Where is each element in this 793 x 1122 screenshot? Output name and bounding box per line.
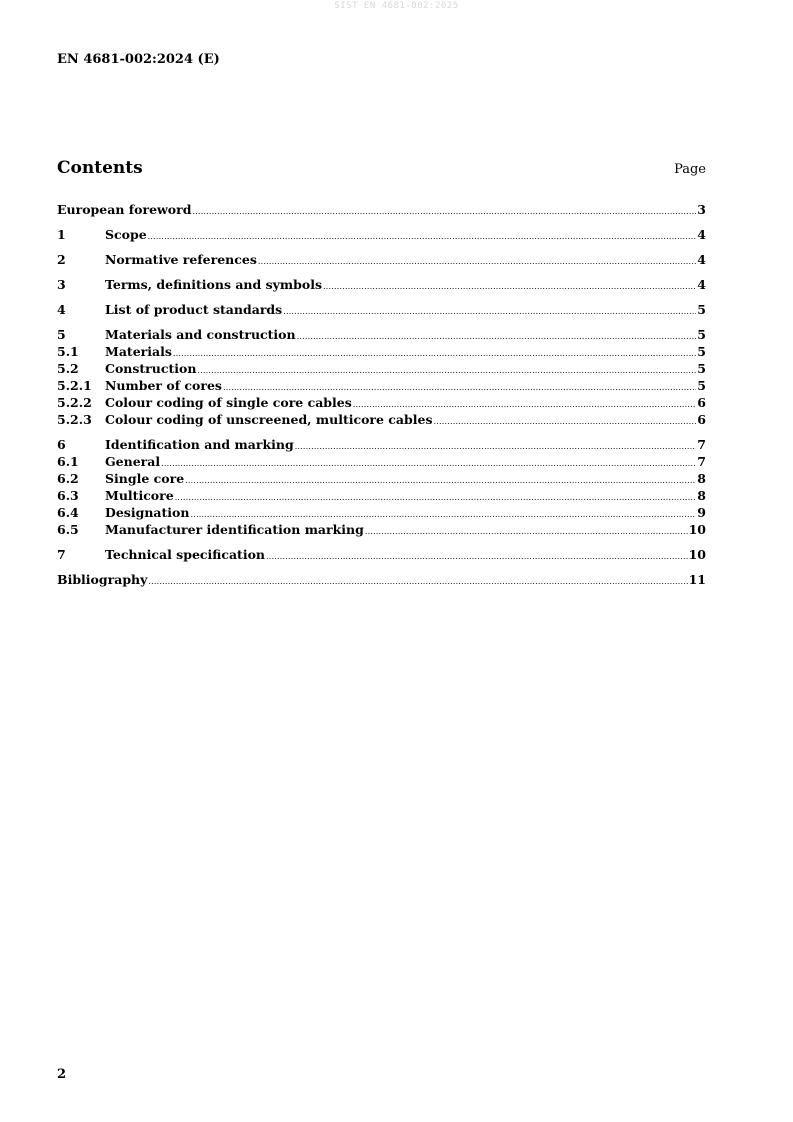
toc-entry-number: 5.2 (57, 361, 79, 376)
toc-dot-leader (197, 362, 696, 379)
toc-entry[interactable] (57, 377, 706, 394)
toc-entry-number: 6.5 (57, 522, 79, 537)
toc-entry-title: Number of cores (105, 378, 222, 393)
toc-dot-leader (175, 489, 697, 506)
toc-entry-number: 2 (57, 252, 66, 267)
toc-entry-number: 5.1 (57, 344, 79, 359)
toc-entry-title: European foreword (57, 202, 192, 217)
toc-entry-title: Single core (105, 471, 185, 486)
toc-entry-page: 6 (697, 412, 706, 427)
toc-entry-page: 5 (697, 361, 706, 376)
toc-dot-leader (365, 523, 688, 540)
toc-entry-title: Normative references (105, 252, 257, 267)
toc-entry-title: Colour coding of unscreened, multicore cables (105, 412, 433, 427)
toc-entry-page: 5 (697, 378, 706, 393)
toc-entry-page: 7 (697, 437, 706, 452)
toc-entry-title: Construction (105, 361, 197, 376)
toc-entry[interactable] (57, 521, 706, 538)
toc-entry-number: 6.1 (57, 454, 79, 469)
toc-dot-leader (323, 278, 696, 295)
toc-entry-number: 4 (57, 302, 66, 317)
toc-entry-title: Materials (105, 344, 172, 359)
footer-page-number: 2 (57, 1067, 67, 1082)
toc-entry-number: 6.4 (57, 505, 79, 520)
toc-entry[interactable] (57, 301, 706, 318)
toc-entry-page: 4 (697, 227, 706, 242)
toc-dot-leader (185, 472, 696, 489)
toc-entry-page: 5 (697, 344, 706, 359)
toc-entry-title: Manufacturer identification marking (105, 522, 364, 537)
toc-dot-leader (148, 228, 697, 245)
toc-entry[interactable] (57, 487, 706, 504)
toc-dot-leader (295, 438, 697, 455)
toc-entry-page: 8 (697, 488, 706, 503)
toc-entry-page: 4 (697, 252, 706, 267)
toc-entry-number: 5.2.3 (57, 412, 92, 427)
toc-entry-number: 6 (57, 437, 66, 452)
contents-title: Contents (57, 158, 143, 178)
table-of-contents (57, 201, 706, 588)
toc-entry-page: 3 (697, 202, 706, 217)
toc-entry[interactable] (57, 326, 706, 343)
toc-entry-title: Technical specification (105, 547, 266, 562)
toc-dot-leader (283, 303, 696, 320)
toc-entry[interactable] (57, 276, 706, 293)
toc-entry[interactable] (57, 343, 706, 360)
watermark: SIST EN 4681-002:2025 (334, 1, 459, 11)
toc-entry-page: 10 (688, 547, 706, 562)
page-column-label: Page (674, 162, 706, 177)
toc-entry-page: 6 (697, 395, 706, 410)
toc-dot-leader (258, 253, 696, 270)
toc-dot-leader (148, 573, 687, 590)
toc-dot-leader (173, 345, 696, 362)
toc-entry-title: Designation (105, 505, 190, 520)
toc-entry[interactable] (57, 394, 706, 411)
toc-entry-title: Terms, definitions and symbols (105, 277, 322, 292)
toc-entry-page: 8 (697, 471, 706, 486)
toc-entry-page: 7 (697, 454, 706, 469)
toc-entry-number: 5.2.1 (57, 378, 92, 393)
toc-entry-title: Identification and marking (105, 437, 294, 452)
toc-entry[interactable] (57, 360, 706, 377)
toc-entry-number: 6.2 (57, 471, 79, 486)
toc-entry-number: 7 (57, 547, 66, 562)
toc-entry-page: 4 (697, 277, 706, 292)
toc-entry-title: General (105, 454, 161, 469)
toc-entry-title: Bibliography (57, 572, 148, 587)
toc-entry[interactable] (57, 251, 706, 268)
toc-dot-leader (161, 455, 696, 472)
toc-dot-leader (266, 548, 688, 565)
toc-entry-title: Scope (105, 227, 147, 242)
toc-entry-page: 5 (697, 327, 706, 342)
toc-entry[interactable] (57, 411, 706, 428)
toc-entry[interactable] (57, 436, 706, 453)
toc-entry-title: Colour coding of single core cables (105, 395, 352, 410)
toc-entry-page: 10 (688, 522, 706, 537)
toc-entry[interactable] (57, 470, 706, 487)
toc-entry-number: 1 (57, 227, 66, 242)
toc-entry-title: List of product standards (105, 302, 283, 317)
toc-entry[interactable] (57, 201, 706, 218)
toc-entry-title: Multicore (105, 488, 174, 503)
document-id: EN 4681-002:2024 (E) (57, 52, 220, 67)
toc-entry[interactable] (57, 504, 706, 521)
toc-dot-leader (192, 203, 696, 220)
toc-dot-leader (434, 413, 697, 430)
toc-entry-number: 5.2.2 (57, 395, 92, 410)
toc-entry-number: 5 (57, 327, 66, 342)
toc-entry-page: 11 (688, 572, 706, 587)
toc-entry-number: 3 (57, 277, 66, 292)
toc-dot-leader (297, 328, 697, 345)
toc-entry-title: Materials and construction (105, 327, 296, 342)
toc-entry-page: 9 (697, 505, 706, 520)
toc-entry[interactable] (57, 226, 706, 243)
toc-entry-page: 5 (697, 302, 706, 317)
toc-entry-number: 6.3 (57, 488, 79, 503)
toc-entry[interactable] (57, 571, 706, 588)
toc-entry[interactable] (57, 546, 706, 563)
toc-entry[interactable] (57, 453, 706, 470)
